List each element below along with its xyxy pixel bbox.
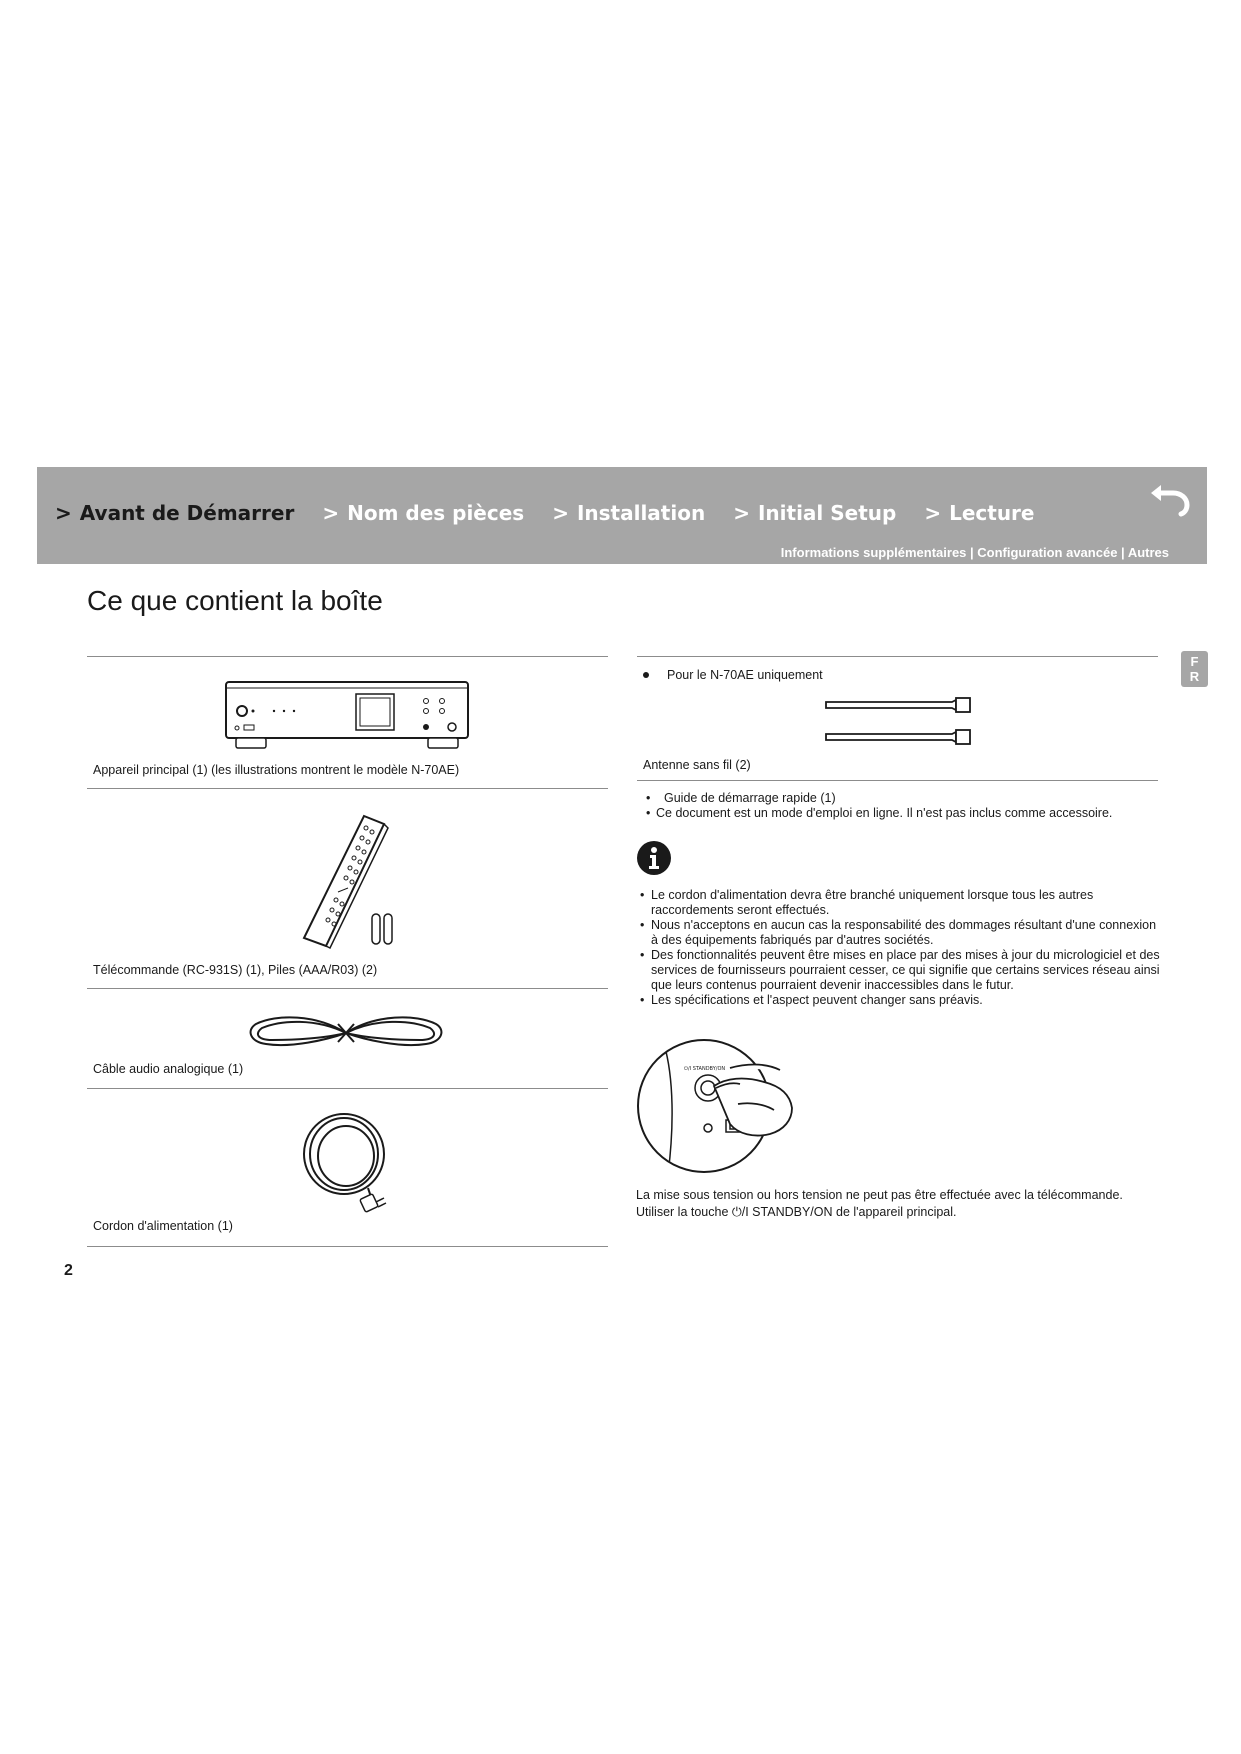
list-item: • Ce document est un mode d'emploi en ligne. Il n'est pas inclus comme accessoire.: [646, 806, 1156, 821]
list-item: • Le cordon d'alimentation devra être branché uniquement lorsque tous les autres raccordements seront effectués.: [640, 888, 1160, 918]
tab-lecture[interactable]: > Lecture: [924, 501, 1035, 525]
divider: [87, 1088, 608, 1089]
remote-caption: Télécommande (RC-931S) (1), Piles (AAA/R03) (2): [93, 963, 378, 977]
sub-links: Informations supplémentaires | Configuration avancée | Autres: [780, 545, 1169, 560]
standby-label: ⏻/I STANDBY/ON: [684, 1066, 726, 1072]
divider: [87, 788, 608, 789]
antenna-caption: Antenne sans fil (2): [643, 758, 751, 772]
list-item: • Guide de démarrage rapide (1): [646, 791, 1156, 806]
main-unit-illustration: [222, 678, 472, 752]
antenna-note: Pour le N-70AE uniquement: [643, 668, 823, 682]
link-informations-supplementaires[interactable]: Informations supplémentaires: [780, 545, 967, 560]
language-badge[interactable]: F R: [1181, 651, 1208, 687]
bullet-dot: [643, 672, 649, 678]
info-icon: [637, 841, 671, 875]
tab-nom-des-pieces[interactable]: > Nom des pièces: [322, 501, 525, 525]
page-title: Ce que contient la boîte: [87, 585, 383, 616]
divider: [87, 1246, 608, 1247]
audio-cable-caption: Câble audio analogique (1): [93, 1062, 244, 1076]
divider: [87, 656, 608, 657]
list-item: • Nous n'acceptons en aucun cas la responsabilité des dommages résultant d'une connexion à des équipements fabriqués par d'autres sociétés.: [640, 918, 1160, 948]
tab-avant-de-demarrer[interactable]: > Avant de Démarrer: [55, 501, 295, 525]
list-item: • Les spécifications et l'aspect peuvent changer sans préavis.: [640, 993, 1160, 1008]
link-autres[interactable]: Autres: [1127, 545, 1169, 560]
divider: [637, 656, 1158, 657]
tab-installation[interactable]: > Installation: [552, 501, 706, 525]
power-cord-caption: Cordon d'alimentation (1): [93, 1219, 233, 1233]
antenna-illustration: [822, 695, 974, 751]
nav-tabs: [55, 501, 1062, 525]
power-cord-illustration: [298, 1108, 398, 1214]
documents-list: [646, 791, 1156, 821]
back-arrow-icon[interactable]: [1147, 477, 1193, 517]
tab-initial-setup[interactable]: > Initial Setup: [733, 501, 897, 525]
standby-button-illustration: [634, 1038, 794, 1174]
page-number: 2: [64, 1262, 73, 1279]
audio-cable-illustration: [246, 1010, 448, 1056]
link-configuration-avancee[interactable]: Configuration avancée: [977, 545, 1118, 560]
batteries-illustration: [370, 912, 396, 946]
main-unit-caption: Appareil principal (1) (les illustrations montrent le modèle N-70AE): [93, 763, 460, 777]
power-note: La mise sous tension ou hors tension ne peut pas être effectuée avec la télécommande. Utiliser la touche ⏻/I STANDBY/ON de l'appareil principal.: [636, 1188, 1123, 1219]
list-item: • Des fonctionnalités peuvent être mises en place par des mises à jour du micrologiciel et des services de fournisseurs pourraient cesser, ce qui signifie que certains services réseau ainsi que leurs contenus pourraient devenir inaccessibles dans le futur.: [640, 948, 1160, 993]
divider: [87, 988, 608, 989]
divider: [637, 780, 1158, 781]
notes-list: [640, 888, 1160, 1008]
nav-bar: [37, 467, 1207, 564]
